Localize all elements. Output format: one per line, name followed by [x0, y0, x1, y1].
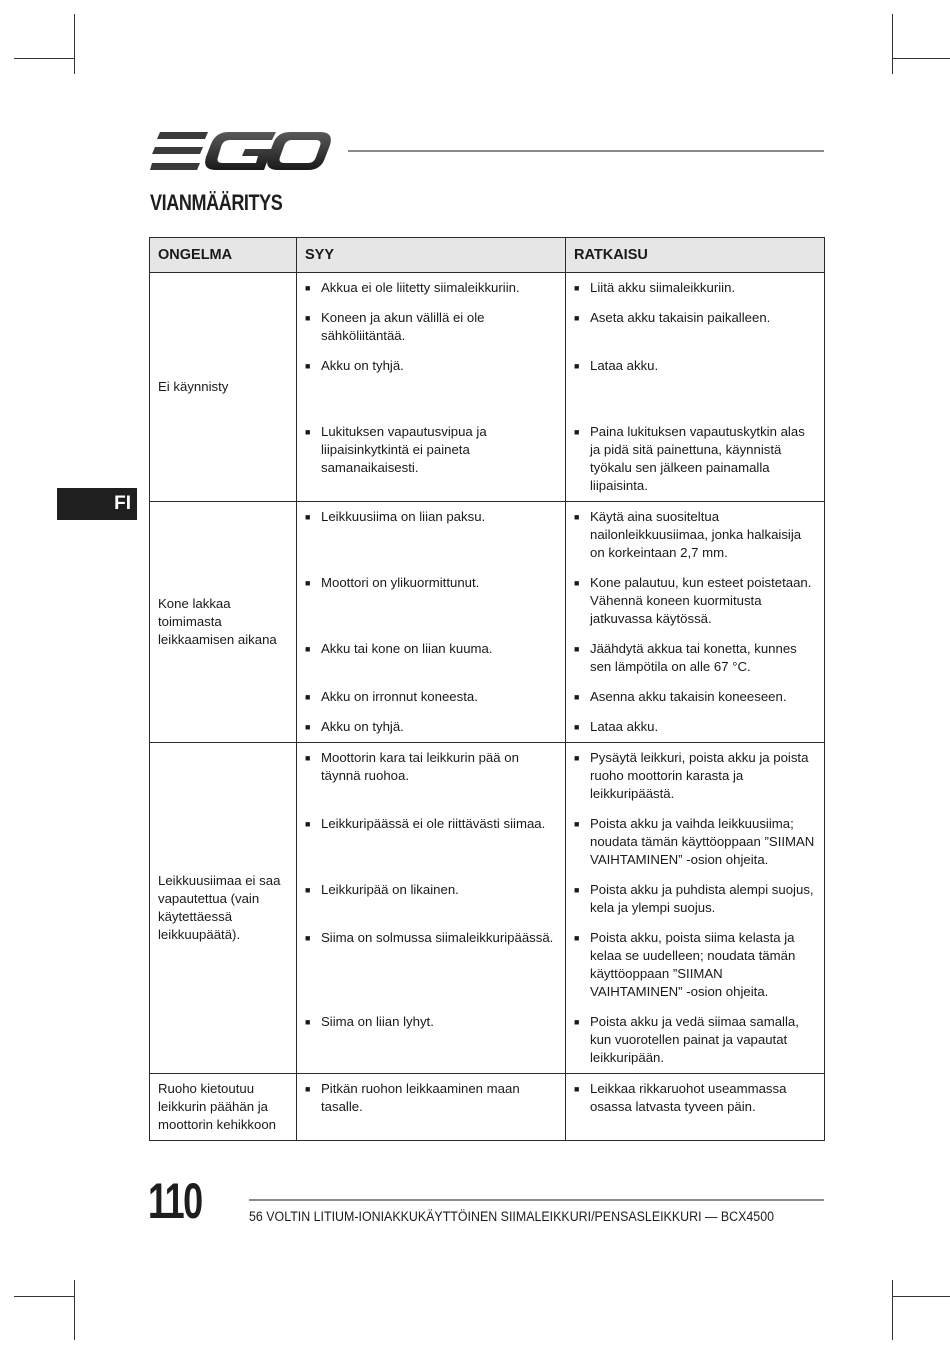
- header-problem: ONGELMA: [150, 238, 297, 273]
- bullet-icon: ■: [305, 644, 311, 654]
- cause-text: Akku on tyhjä.: [321, 358, 404, 373]
- bullet-icon: ■: [305, 512, 311, 522]
- cause-text: Leikkuusiima on liian paksu.: [321, 509, 486, 524]
- cause-cell: [297, 417, 566, 502]
- solution-cell: [566, 682, 825, 712]
- table-header-row: [150, 238, 825, 273]
- table-row: [150, 502, 825, 569]
- solution-cell: [566, 923, 825, 1007]
- crop-mark: [74, 1280, 75, 1340]
- solution-text: Leikkaa rikkaruohot useammassa osassa latvasta tyveen päin.: [590, 1081, 787, 1114]
- crop-mark: [74, 14, 75, 74]
- cause-text: Akku tai kone on liian kuuma.: [321, 641, 493, 656]
- solution-cell: [566, 743, 825, 810]
- cause-cell: [297, 351, 566, 417]
- bullet-icon: ■: [574, 512, 580, 522]
- crop-mark: [892, 1296, 950, 1297]
- bullet-icon: ■: [574, 1084, 580, 1094]
- cause-text: Pitkän ruohon leikkaaminen maan tasalle.: [321, 1081, 520, 1114]
- cause-text: Akkua ei ole liitetty siimaleikkuriin.: [321, 280, 520, 295]
- solution-cell: [566, 351, 825, 417]
- cause-cell: [297, 923, 566, 1007]
- bullet-icon: ■: [574, 722, 580, 732]
- cause-cell: [297, 1007, 566, 1074]
- bullet-icon: ■: [305, 722, 311, 732]
- crop-mark: [892, 1280, 893, 1340]
- cause-text: Koneen ja akun välillä ei ole sähköliitäntää.: [321, 310, 485, 343]
- cause-text: Moottori on ylikuormittunut.: [321, 575, 480, 590]
- cause-cell: [297, 303, 566, 351]
- solution-text: Paina lukituksen vapautuskytkin alas ja pidä sitä painettuna, käynnistä työkalu sen jälkeen painamalla liipaisinta.: [590, 424, 805, 493]
- cause-text: Akku on irronnut koneesta.: [321, 689, 478, 704]
- bullet-icon: ■: [305, 1084, 311, 1094]
- table-row: [150, 273, 825, 304]
- solution-text: Lataa akku.: [590, 719, 659, 734]
- bullet-icon: ■: [305, 753, 311, 763]
- bullet-icon: ■: [574, 753, 580, 763]
- cause-text: Leikkuripäässä ei ole riittävästi siimaa.: [321, 816, 546, 831]
- cause-text: Moottorin kara tai leikkurin pää on täynnä ruohoa.: [321, 750, 519, 783]
- problem-cell: Ei käynnisty: [150, 273, 297, 502]
- footer-rule: [249, 1199, 824, 1201]
- solution-text: Asenna akku takaisin koneeseen.: [590, 689, 787, 704]
- header-rule: [348, 150, 824, 152]
- bullet-icon: ■: [305, 361, 311, 371]
- solution-text: Lataa akku.: [590, 358, 659, 373]
- page-number: 110: [148, 1173, 202, 1229]
- solution-text: Kone palautuu, kun esteet poistetaan. Vähennä koneen kuormitusta jatkuvassa käytössä.: [590, 575, 812, 626]
- footer-text: 56 VOLTIN LITIUM-IONIAKKUKÄYTTÖINEN SIIMALEIKKURI/PENSASLEIKKURI — BCX4500: [249, 1209, 775, 1224]
- bullet-icon: ■: [574, 427, 580, 437]
- cause-cell: [297, 875, 566, 923]
- bullet-icon: ■: [305, 1017, 311, 1027]
- solution-text: Pysäytä leikkuri, poista akku ja poista ruoho moottorin karasta ja leikkuripäästä.: [590, 750, 809, 801]
- solution-cell: [566, 502, 825, 569]
- bullet-icon: ■: [574, 819, 580, 829]
- cause-text: Siima on solmussa siimaleikkuripäässä.: [321, 930, 554, 945]
- bullet-icon: ■: [305, 933, 311, 943]
- crop-mark: [892, 58, 950, 59]
- bullet-icon: ■: [574, 933, 580, 943]
- bullet-icon: ■: [574, 885, 580, 895]
- problem-cell: Kone lakkaa toimimasta leikkaamisen aikana: [150, 502, 297, 743]
- solution-text: Käytä aina suositeltua nailonleikkuusiimaa, jonka halkaisija on korkeintaan 2,7 mm.: [590, 509, 802, 560]
- solution-cell: [566, 417, 825, 502]
- bullet-icon: ■: [574, 578, 580, 588]
- cause-cell: [297, 712, 566, 743]
- solution-cell: [566, 712, 825, 743]
- bullet-icon: ■: [574, 1017, 580, 1027]
- table-row: [150, 1074, 825, 1141]
- cause-text: Akku on tyhjä.: [321, 719, 404, 734]
- table-row: [150, 743, 825, 810]
- solution-text: Poista akku ja vaihda leikkuusiima; noudata tämän käyttöoppaan ”SIIMAN VAIHTAMINEN” -osion ohjeita.: [590, 816, 815, 867]
- solution-text: Poista akku, poista siima kelasta ja kelaa se uudelleen; noudata tämän käyttöoppaan ”SIIMAN VAIHTAMINEN” -osion ohjeita.: [590, 930, 796, 999]
- bullet-icon: ■: [574, 361, 580, 371]
- troubleshooting-table: [149, 237, 825, 1141]
- solution-cell: [566, 273, 825, 304]
- bullet-icon: ■: [305, 427, 311, 437]
- bullet-icon: ■: [574, 313, 580, 323]
- ego-logo: [150, 130, 332, 172]
- solution-cell: [566, 875, 825, 923]
- solution-text: Liitä akku siimaleikkuriin.: [590, 280, 736, 295]
- cause-cell: [297, 568, 566, 634]
- bullet-icon: ■: [305, 283, 311, 293]
- problem-cell: Leikkuusiimaa ei saa vapautettua (vain käytettäessä leikkuupäätä).: [150, 743, 297, 1074]
- cause-cell: [297, 1074, 566, 1141]
- bullet-icon: ■: [305, 819, 311, 829]
- solution-cell: [566, 1007, 825, 1074]
- crop-mark: [14, 1296, 74, 1297]
- cause-cell: [297, 273, 566, 304]
- bullet-icon: ■: [305, 885, 311, 895]
- solution-text: Poista akku ja puhdista alempi suojus, kela ja ylempi suojus.: [590, 882, 814, 915]
- bullet-icon: ■: [305, 578, 311, 588]
- crop-mark: [14, 58, 74, 59]
- header-solution: RATKAISU: [566, 238, 825, 273]
- bullet-icon: ■: [305, 692, 311, 702]
- cause-cell: [297, 809, 566, 875]
- bullet-icon: ■: [574, 283, 580, 293]
- bullet-icon: ■: [574, 644, 580, 654]
- solution-text: Poista akku ja vedä siimaa samalla, kun vuorotellen painat ja vapautat leikkuripään.: [590, 1014, 799, 1065]
- bullet-icon: ■: [574, 692, 580, 702]
- cause-cell: [297, 634, 566, 682]
- header-cause: SYY: [297, 238, 566, 273]
- language-tab: FI: [57, 488, 137, 520]
- solution-cell: [566, 809, 825, 875]
- solution-cell: [566, 634, 825, 682]
- bullet-icon: ■: [305, 313, 311, 323]
- cause-text: Lukituksen vapautusvipua ja liipaisinkytkintä ei paineta samanaikaisesti.: [321, 424, 487, 475]
- crop-mark: [892, 14, 893, 74]
- solution-cell: [566, 303, 825, 351]
- cause-cell: [297, 502, 566, 569]
- solution-text: Aseta akku takaisin paikalleen.: [590, 310, 771, 325]
- solution-text: Jäähdytä akkua tai konetta, kunnes sen lämpötila on alle 67 °C.: [590, 641, 797, 674]
- cause-text: Siima on liian lyhyt.: [321, 1014, 434, 1029]
- solution-cell: [566, 568, 825, 634]
- cause-cell: [297, 743, 566, 810]
- solution-cell: [566, 1074, 825, 1141]
- page-title: VIANMÄÄRITYS: [150, 190, 283, 215]
- cause-cell: [297, 682, 566, 712]
- cause-text: Leikkuripää on likainen.: [321, 882, 459, 897]
- problem-cell: Ruoho kietoutuu leikkurin päähän ja moottorin kehikkoon: [150, 1074, 297, 1141]
